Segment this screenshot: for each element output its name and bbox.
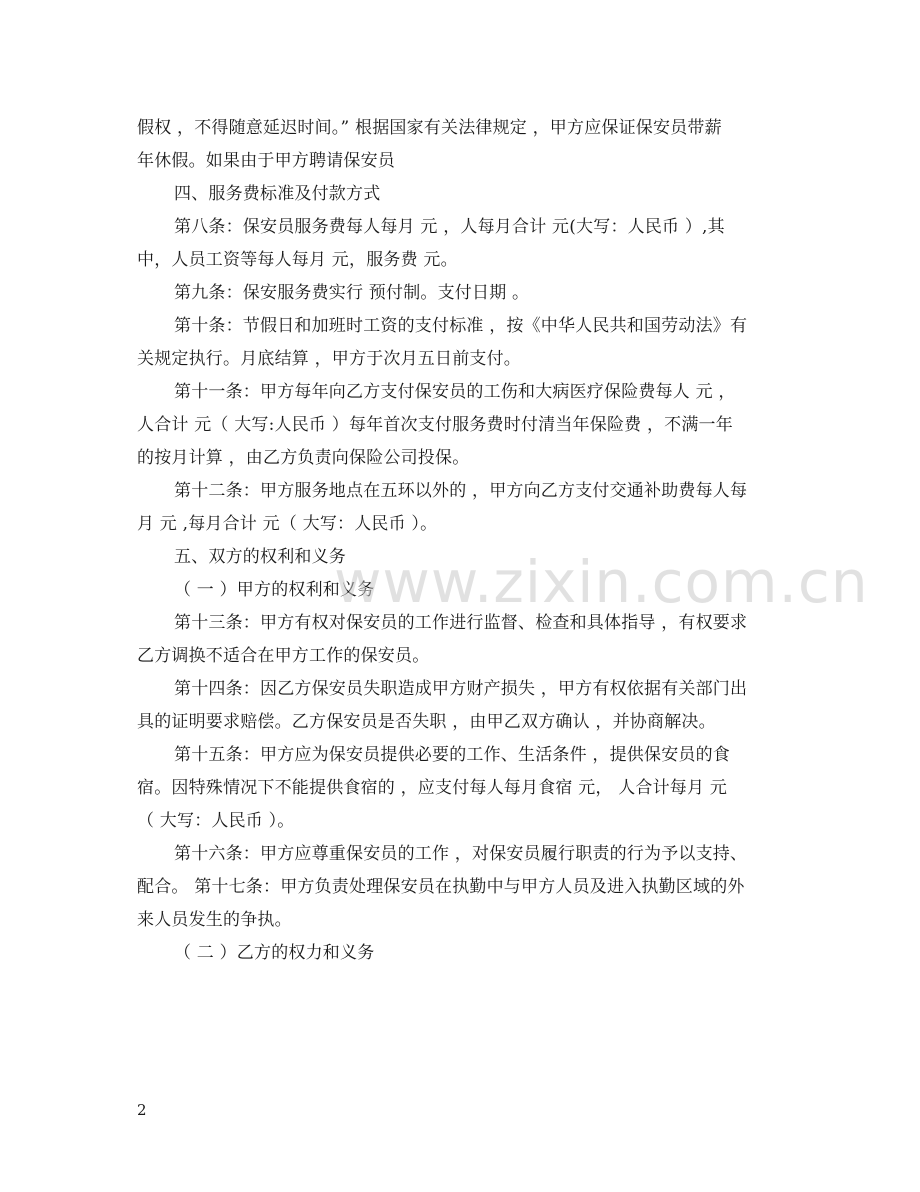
page-number: 2 [137,1101,147,1119]
text-line: 第十条：节假日和加班时工资的支付标准 ，按《中华人民共和国劳动法》有 [174,316,748,336]
text-line: 第九条：保安服务费实行 预付制。支付日期 。 [174,283,530,303]
text-line: 第八条：保安员服务费每人每月 元 ，人每月合计 元(大写：人民币 ）,其 [174,217,725,237]
text-line: （ 二 ）乙方的权力和义务 [174,943,375,963]
text-line: （ 大写：人民币 ）。 [137,811,295,831]
text-line: 关规定执行。月底结算 ，甲方于次月五日前支付。 [137,349,522,369]
text-line: 人合计 元（ 大写:人民币 ）每年首次支付服务费时付清当年保险费 ，不满一年 [137,415,733,435]
text-line: 的按月计算 ，由乙方负责向保险公司投保。 [137,448,470,468]
text-line: 第十三条：甲方有权对保安员的工作进行监督、检查和具体指导 ，有权要求 [174,613,748,633]
text-line: 年休假。如果由于甲方聘请保安员 [137,151,395,171]
text-line: 第十一条：甲方每年向乙方支付保安员的工伤和大病医疗保险费每人 元 ， [174,382,736,402]
text-line: 配合。 第十七条：甲方负责处理保安员在执勤中与甲方人员及进入执勤区域的外 [137,877,745,897]
text-line: 乙方调换不适合在甲方工作的保安员。 [137,646,430,666]
text-line: 中，人员工资等每人每月 元，服务费 元。 [137,250,458,270]
text-line: 来人员发生的争执。 [137,910,292,930]
text-line: 四、服务费标准及付款方式 [174,184,381,204]
text-line: 第十六条：甲方应尊重保安员的工作 ，对保安员履行职责的行为予以支持、 [174,844,748,864]
text-line: 第十二条：甲方服务地点在五环以外的 ，甲方向乙方支付交通补助费每人每 [174,481,748,501]
watermark: www.zixin.com.cn [334,548,869,616]
text-line: 宿。因特殊情况下不能提供食宿的 ，应支付每人每月食宿 元， 人合计每月 元 [137,778,728,798]
document-body [137,112,783,970]
text-line: 第十四条：因乙方保安员失职造成甲方财产损失 ，甲方有权依据有关部门出 [174,679,748,699]
text-line: 五、双方的权利和义务 [174,547,346,567]
text-line: （ 一 ）甲方的权利和义务 [174,580,375,600]
text-line: 第十五条：甲方应为保安员提供必要的工作、生活条件 ，提供保安员的食 [174,745,731,765]
text-line: 月 元 ,每月合计 元（ 大写：人民币 ）。 [137,514,438,534]
text-line: 假权 ，不得随意延迟时间。” 根据国家有关法律规定 ，甲方应保证保安员带薪 [137,118,722,138]
text-line: 具的证明要求赔偿。乙方保安员是否失职 ，由甲乙双方确认 ，并协商解决。 [137,712,716,732]
